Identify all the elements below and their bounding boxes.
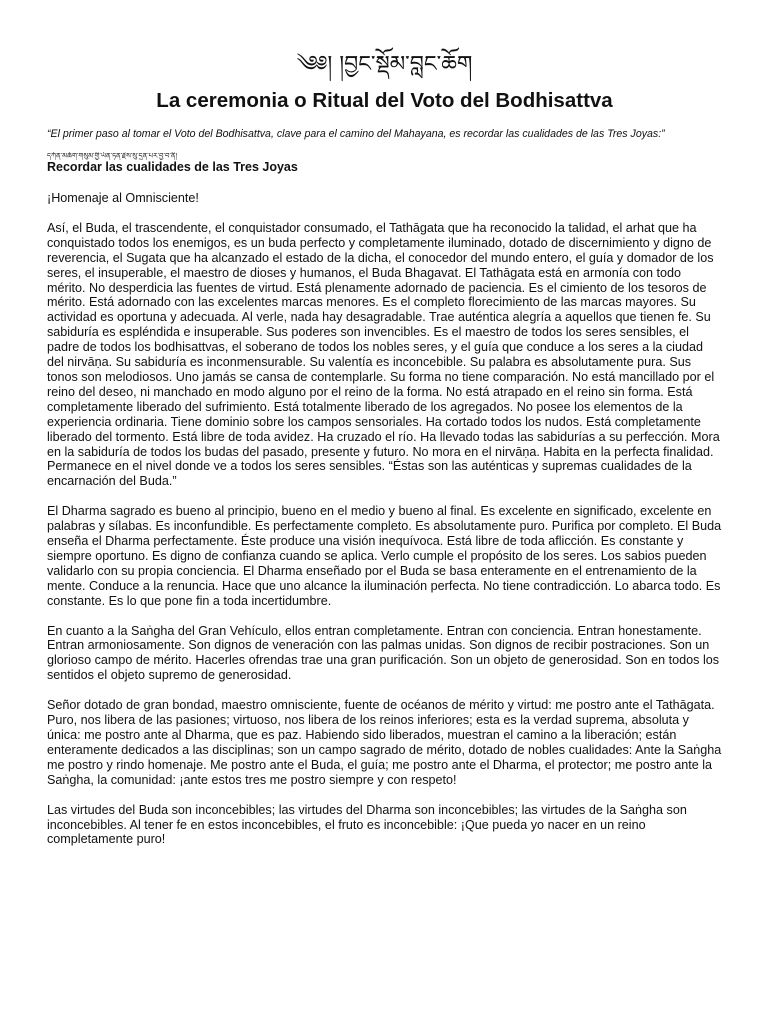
prostration-paragraph: Señor dotado de gran bondad, maestro omnisciente, fuente de océanos de mérito y virtud: me postro ante el Tathāgata. Puro, nos libera de las pasiones; virtuoso, nos libera de los reinos inferiores; esta es la verdad suprema, absoluta y única: me postro ante al Dharma, que es paz. Habiendo sido liberados, muestran el camino a la liberación; están enteramente dedicados a las disciplinas; son un campo sagrado de mérito, dotado de nobles cualidades: Ante la Saṅgha me postro y rindo homenaje. Me postro ante el Buda, el guía; me postro ante el Dharma, el protector; me postro ante la Saṅgha, la comunidad: ¡ante estos tres me postro siempre y con respeto! [47,698,722,787]
buddha-qualities-paragraph: Así, el Buda, el trascendente, el conquistador consumado, el Tathāgata que ha reconocido la talidad, el arhat que ha conquistado todos los enemigos, es un buda perfecto y completamente iluminado, dotado de discernimiento y digno de reverencia, el Sugata que ha alcanzado el estado de la dicha, el conocedor del mundo entero, el guía y domador de los seres, el insuperable, el maestro de dioses y humanos, el Buda Bhagavat. El Tathāgata está en armonía con todo mérito. No desperdicia las fuentes de virtud. Está plenamente adornado de paciencia. Es el cimiento de los tesoros de mérito. Está adornado con las excelentes marcas menores. Es el completo florecimiento de las marcas mayores. Su actividad es oportuna y adecuada. Al verle, nada hay desagradable. Trae auténtica alegría a aquellos que tienen fe. Su sabiduría es espléndida e insuperable. Sus poderes son invencibles. Es el maestro de todos los seres sensibles, el padre de todos los bodhisattvas, el soberano de todos los nobles seres, y el guía que conduce a los seres a la ciudad del nirvāṇa. Su sabiduría es inconmensurable. Su valentía es inconcebible. Su palabra es absolutamente pura. Sus tonos son melodiosos. Uno jamás se cansa de contemplarle. Su forma no tiene comparación. No está mancillado por el reino del deseo, ni manchado en modo alguno por el reino de la forma. No está atrapado en el reino sin forma. Está completamente liberado del sufrimiento. Está totalmente liberado de los agregados. No posee los elementos de la experiencia ordinaria. Tiene dominio sobre los campos sensoriales. Ha cortado todos los nudos. Está completamente liberado del tormento. Está libre de toda avidez. Ha cruzado el río. Ha llevado todas las sabidurías a su perfección. Mora en la sabiduría de todos los budas del pasado, presente y futuro. No mora en el nirvāṇa. Habita en la perfecta finalidad. Permanece en el nivel donde ve a todos los seres sensibles. “Éstas son las auténticas y supremas cualidades de la encarnación del Buda.” [47,220,720,489]
tibetan-title: ༄༅། །བྱང་སྡོམ་བླང་ཆོག [296,52,473,77]
dharma-qualities-paragraph: El Dharma sagrado es bueno al principio, bueno en el medio y bueno al final. Es excelente en significado, excelente en palabras y sílabas. Es inconfundible. Es perfectamente completo. Es absolutamente puro. Purifica por completo. El Buda enseña el Dharma perfectamente. Éste produce una visión inequívoca. Está libre de toda aflicción. Es constante y siempre oportuno. Es digno de confianza cuando se aplica. Verlo cumple el propósito de los seres. Los sabios pueden validarlo con su propia conciencia. El Dharma enseñado por el Buda se basa enteramente en el entrenamiento de la mente. Conduce a la renuncia. Hace que uno alcance la iluminación perfecta. No tiene contradicción. Lo abarca todo. Es constante. Es lo que pone fin a toda incertidumbre. [47,504,722,608]
section-heading: Recordar las cualidades de las Tres Joyas [47,160,298,174]
virtues-paragraph: Las virtudes del Buda son inconcebibles; las virtudes del Dharma son inconcebibles; las virtudes de la Saṅgha son inconcebibles. Al tener fe en estos inconcebibles, el fruto es inconcebible: ¡Que pueda yo nacer en un reino completamente puro! [47,802,687,847]
tibetan-subtitle: དཀོན་མཆོག་གསུམ་གྱི་ཡོན་ཏན་རྗེས་སུ་དྲན་པར་བྱ་བ་ནི། [47,152,178,160]
homage-paragraph: ¡Homenaje al Omnisciente! [47,191,199,205]
intro-quote: “El primer paso al tomar el Voto del Bodhisattva, clave para el camino del Mahayana, es recordar las cualidades de las Tres Joyas:” [47,128,665,140]
document-title: La ceremonia o Ritual del Voto del Bodhisattva [156,89,613,112]
sangha-qualities-paragraph: En cuanto a la Saṅgha del Gran Vehículo, ellos entran completamente. Entran con conciencia. Entran honestamente. Entran armoniosamente. Son dignos de veneración con las palmas unidas. Son dignos de recibir postraciones. Son un glorioso campo de mérito. Hacerles ofrendas trae una gran purificación. Son un objeto de generosidad. Son en todos los sentidos el objeto supremo de generosidad. [47,623,720,683]
